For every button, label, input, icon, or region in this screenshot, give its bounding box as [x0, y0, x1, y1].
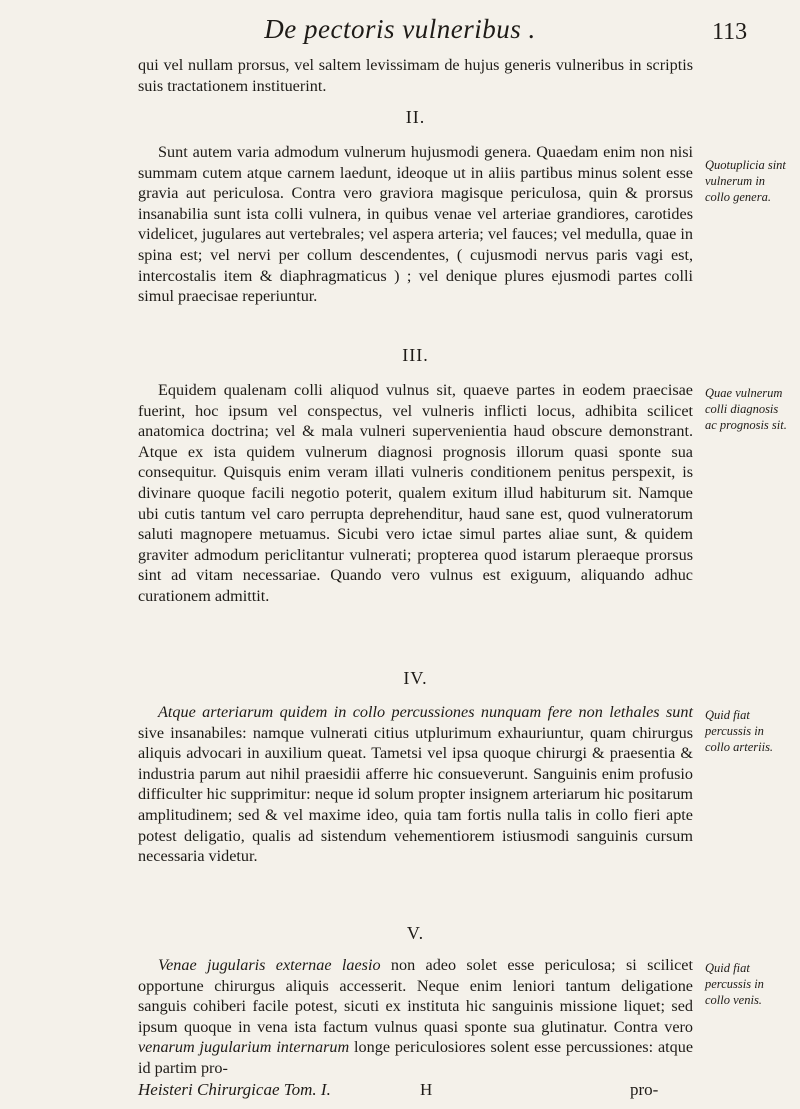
intro-paragraph: qui vel nullam prorsus, vel saltem levissimam de hujus generis vulneribus in scriptis suis tractationem instituerint.: [138, 56, 693, 95]
section-heading-5: V.: [406, 923, 425, 943]
footer-catchword: pro-: [630, 1080, 659, 1099]
margin-note-3: Quae vulnerum colli diagnosis ac prognosis sit.: [705, 386, 787, 432]
intro-paragraph-block: [138, 55, 693, 96]
section-5-text-end: longe periculosiores solent esse percussiones: atque id partim pro-: [138, 1038, 694, 1077]
section-5-paragraph: [138, 955, 693, 1079]
margin-note-4: Quid fiat percussis in collo arteriis.: [705, 708, 774, 754]
footer-signature: H: [420, 1080, 433, 1099]
section-5-mid: venarum jugularium internarum: [138, 1038, 350, 1057]
section-5-lead: Venae jugularis externae laesio: [158, 956, 381, 974]
section-heading-2: II.: [405, 107, 426, 127]
margin-note-5: Quid fiat percussis in collo venis.: [705, 961, 764, 1007]
section-3: [138, 380, 693, 607]
section-4: [138, 702, 693, 867]
footer-book-title: Heisteri Chirurgicae Tom. I.: [138, 1080, 331, 1099]
page-number: 113: [712, 19, 748, 45]
section-heading-4: IV.: [403, 668, 428, 688]
section-5: [138, 955, 693, 1079]
margin-note-2: Quotuplicia sint vulnerum in collo genera.: [705, 158, 786, 204]
section-3-text: Equidem qualenam colli aliquod vulnus sit, quaeve partes in eodem praecisae fuerint, hoc ipsum vel conspectus, vel vulneris inflicti locus, adhibita scilicet anatomica doctrina; vel & mala vulneri supervenientia haud obscure demonstrant. Atque ex ista quidem vulnerum diagnosi prognosis illorum quasi sponte sua consequitur. Quisquis enim veram illati vulneris conditionem penitus perspexit, is divinare quoque facili negotio poterit, qualem exitum illud habiturum sit. Namque ubi cutis tantum vel caro perrupta deprehenditur, haud sane est, quod vulneratorum saluti magnopere metuamus. Sicubi vero ictae simul partes aliae sunt, & quidem graviter admodum periclitantur vulnerati; propterea quod istarum pleraeque prorsus sint ad vitam necessariae. Quando vero vulnus est exiguum, aliquando adhuc curationem admittit.: [138, 381, 693, 605]
section-4-paragraph: [138, 702, 693, 867]
section-5-text: non adeo solet esse periculosa; si scilicet opportune chirurgus aliquis accesserit. Neque enim leniori tantum deligatione sanguis cohiberi facile potest, sicuti ex instituta hic sanguinis missione liquet; sed ipsum quoque in vena ista factum vulnus quasi sponte sua glutinatur. Contra vero: [138, 956, 693, 1036]
section-4-lead: Atque arteriarum quidem in collo percussiones nunquam fere non lethales sunt: [158, 703, 693, 721]
section-heading-3: III.: [402, 345, 429, 365]
running-title: De pectoris vulneribus .: [264, 14, 536, 44]
section-2: [138, 142, 693, 307]
section-4-text: sive insanabiles: namque vulnerati citius utplurimum exhauriuntur, quam chirurgus aliquis advocari in auxilium queat. Tametsi vel ipsa quoque chirurgi & praesentia & industria parum aut nihil praesidii afferre hic consueverunt. Sanguinis enim profusio difficulter hic supprimitur: neque id solum propter insignem arteriarum hic positarum amplitudinem; sed & vel maxime ideo, quia tam fortis nulla talis in collo fieri apte potest deligatio, qualis ad sistendum vehementiorem istiusmodi sanguinis cursum necessaria videtur.: [138, 723, 693, 866]
section-2-text: Sunt autem varia admodum vulnerum hujusmodi genera. Quaedam enim non nisi summam cutem atque carnem laedunt, ideoque ut in aliis partibus minus solent esse gravia aut periculosa. Contra vero graviora magisque periculosa, quin & prorsus insanabilia sunt ista colli vulnera, in quibus venae vel arteriae grandiores, carotides videlicet, jugulares aut vertebrales; vel aspera arteria; vel fauces; vel medulla, quae in spina est; vel nervi per collum descendentes, ( cujusmodi nervus paris vagi est, intercostalis item & diaphragmaticus ) ; vel denique plures ejusmodi partes colli simul praecisae reperiuntur.: [138, 143, 693, 306]
